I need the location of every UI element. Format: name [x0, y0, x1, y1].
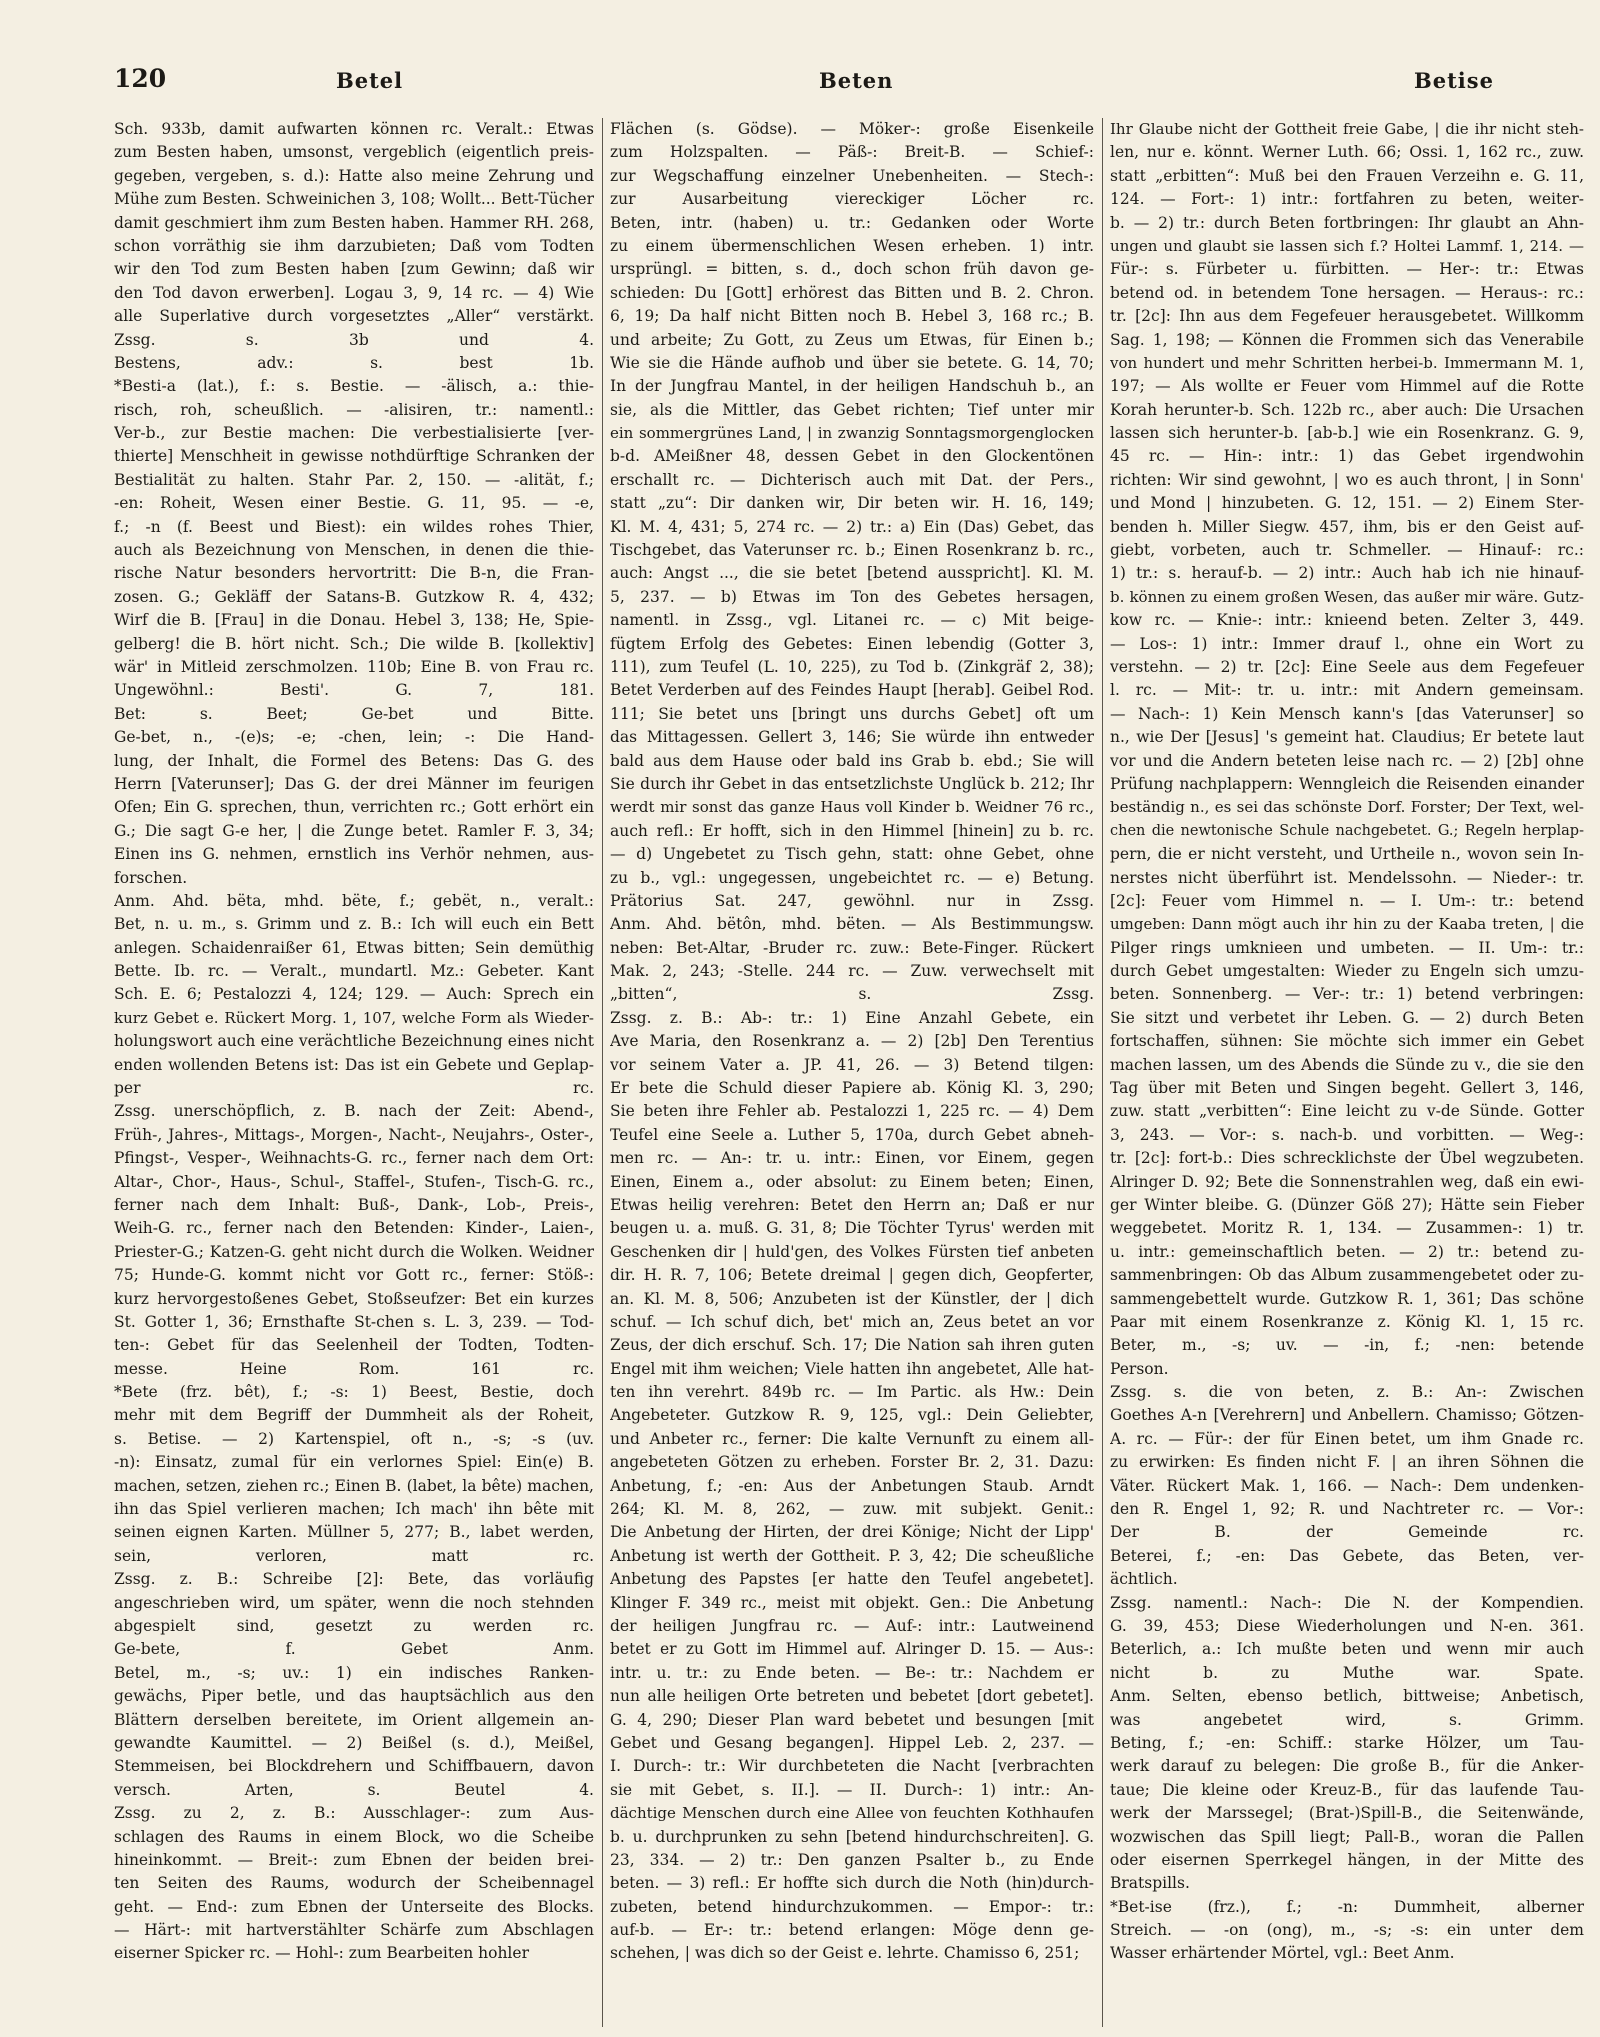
right-running-headword: Betise — [1414, 68, 1494, 93]
text-line: kow rc. — Knie-: intr.: knieend beten. Zelter 3, 449. — [1110, 611, 1584, 630]
text-line: auch refl.: Er hofft, sich in den Himmel [hinein] zu b. rc. — [610, 821, 1094, 840]
text-line: Sie sitzt und verbetet ihr Leben. G. — 2) durch Beten — [1110, 1008, 1584, 1027]
text-line: chen die newtonische Schule nachgebetet. G.; Regeln herplap- — [1110, 822, 1584, 839]
text-line: sammenbringen: Ob das Album zusammengebetet oder zu- — [1110, 1266, 1584, 1285]
text-line: namentl. in Zssg., vgl. Litanei rc. — c) Mit beige- — [610, 611, 1094, 630]
text-line: Zssg. z. B.: Schreibe [2]: Bete, das vorläufig — [114, 1570, 594, 1589]
text-line: 197; — Als wollte er Feuer vom Himmel auf die Rotte — [1110, 377, 1584, 396]
text-line: Sch. 933b, damit aufwarten können rc. Veralt.: Etwas — [114, 120, 594, 138]
text-line: nicht b. zu Muthe war. Spate. — [1110, 1663, 1584, 1682]
text-line: tr. [2c]: fort-b.: Dies schrecklichste der Übel wegzubeten. — [1110, 1149, 1584, 1168]
text-line: Teufel eine Seele a. Luther 5, 170a, durch Gebet abneh- — [610, 1125, 1094, 1144]
text-line: Zssg. namentl.: Nach-: Die N. der Kompendien. — [1110, 1593, 1584, 1612]
text-line: 124. — Fort-: 1) intr.: fortfahren zu beten, weiter- — [1110, 190, 1584, 209]
text-line: Beten, intr. (haben) u. tr.: Gedanken oder Worte — [610, 213, 1094, 232]
text-line: — Los-: 1) intr.: Immer drauf l., ohne ein Wort zu — [1110, 634, 1584, 653]
text-line: Paar mit einem Rosenkranze z. König Kl. 1, 15 rc. — [1110, 1312, 1584, 1331]
text-line: 5, 237. — b) Etwas im Ton des Gebetes hersagen, — [610, 587, 1094, 606]
text-line: Sag. 1, 198; — Können die Frommen sich das Venerabile — [1110, 330, 1584, 349]
text-line: u. intr.: gemeinschaftlich beten. — 2) tr.: betend zu- — [1110, 1242, 1584, 1261]
column-3 — [1110, 118, 1584, 2027]
text-line: per rc. — [114, 1079, 594, 1098]
text-line: G.; Die sagt G-e her, | die Zunge betet. Ramler F. 3, 34; — [114, 821, 594, 840]
text-line: — Nach-: 1) Kein Mensch kann's [das Vaterunser] so — [1110, 704, 1584, 723]
text-line: den Tod davon erwerben]. Logau 3, 9, 14 rc. — 4) Wie — [114, 283, 594, 302]
text-line: zu einem übermenschlichen Wesen erheben. 1) intr. — [610, 236, 1094, 255]
text-line: ursprüngl. = bitten, s. d., doch schon früh davon ge- — [610, 260, 1094, 279]
text-line: Sie durch ihr Gebet in das entsetzlichste Unglück b. 212; Ihr — [610, 774, 1094, 793]
text-line: kurz hervorgestoßenes Gebet, Stoßseufzer: Bet ein kurzes — [114, 1289, 594, 1308]
text-line: thierte] Menschheit in gewisse nothdürftige Schranken der — [114, 447, 594, 466]
text-line: wozwischen das Spill liegt; Pall-B., woran die Pallen — [1110, 1827, 1584, 1846]
text-line: nun alle heiligen Orte betreten und bebetet [dort gebetet]. — [610, 1687, 1094, 1706]
text-line: Beting, f.; -en: Schiff.: starke Hölzer, um Tau- — [1110, 1733, 1584, 1752]
text-line: Kl. M. 4, 431; 5, 274 rc. — 2) tr.: a) Ein (Das) Gebet, das — [610, 517, 1094, 536]
text-line: Stemmeisen, bei Blockdrehern und Schiffbauern, davon — [114, 1757, 594, 1776]
text-line: schlagen des Raums in einem Block, wo die Scheibe — [114, 1827, 594, 1846]
text-line: schieden: Du [Gott] erhörest das Bitten und B. 2. Chron. — [610, 283, 1094, 302]
text-line: len, nur e. könnt. Werner Luth. 66; Ossi. 1, 162 rc., zuw. — [1110, 143, 1584, 162]
text-line: Bratspills. — [1110, 1874, 1190, 1893]
text-line: zuw. statt „verbitten“: Eine leicht zu v-de Sünde. Gotter — [1110, 1102, 1584, 1121]
text-line: Etwas heilig verehren: Betet den Herrn an; Daß er nur — [610, 1195, 1094, 1214]
text-line: sein, verloren, matt rc. — [114, 1546, 594, 1565]
text-line: Betel, m., -s; uv.: 1) ein indisches Ranken- — [114, 1663, 594, 1682]
text-line: sie, als die Mittler, das Gebet richten; Tief unter mir — [610, 400, 1094, 419]
text-line: und arbeite; Zu Gott, zu Zeus um Etwas, für Einen b.; — [610, 330, 1094, 349]
text-line: Sch. E. 6; Pestalozzi 4, 124; 129. — Auch: Sprech ein — [114, 985, 594, 1004]
text-line: weggebetet. Moritz R. 1, 134. — Zusammen-: 1) tr. — [1110, 1219, 1584, 1238]
text-line: Ihr Glaube nicht der Gottheit freie Gabe, | die ihr nicht steh- — [1110, 120, 1584, 138]
text-line: Streich. — -on (ong), m., -s; -s: ein unter dem — [1110, 1921, 1584, 1940]
column-divider — [602, 118, 603, 2027]
text-line: benden h. Miller Siegw. 457, ihm, bis er den Geist auf- — [1110, 517, 1584, 536]
text-line: Weih-G. rc., ferner nach den Betenden: Kinder-, Laien-, — [114, 1219, 594, 1238]
text-line: 23, 334. — 2) tr.: Den ganzen Psalter b., zu Ende — [610, 1850, 1094, 1869]
text-line: Anm. Ahd. bëta, mhd. bëte, f.; gebët, n., veralt.: — [114, 891, 594, 910]
text-line: nerstes nicht überführt ist. Mendelssohn. — Nieder-: tr. — [1110, 868, 1584, 887]
text-line: Zssg. s. die von beten, z. B.: An-: Zwischen — [1110, 1383, 1584, 1402]
text-line: Ge-bet, n., -(e)s; -e; -chen, lein; -: Die Hand- — [114, 728, 594, 747]
text-line: lassen sich herunter-b. [ab-b.] wie ein Rosenkranz. G. 9, — [1110, 424, 1584, 443]
text-line: richten: Wir sind gewohnt, | wo es auch thront, | in Sonn' — [1110, 470, 1584, 489]
text-line: 264; Kl. M. 8, 262, — zuw. mit subjekt. Genit.: — [610, 1500, 1094, 1519]
text-line: sammengebettelt wurde. Gutzkow R. 1, 361; Das schöne — [1110, 1289, 1584, 1308]
text-line: fortschaffen, sühnen: Sie möchte sich immer ein Gebet — [1110, 1032, 1584, 1051]
text-line: machen, setzen, ziehen rc.; Einen B. (labet, la bête) machen, — [114, 1476, 594, 1495]
text-line: Prätorius Sat. 247, gewöhnl. nur in Zssg. — [610, 891, 1094, 910]
text-line: gewächs, Piper betle, und das hauptsächlich aus den — [114, 1687, 594, 1706]
text-line: statt „erbitten“: Muß bei den Frauen Verzeihn e. G. 11, — [1110, 166, 1584, 185]
text-line: taue; Die kleine oder Kreuz-B., für das laufende Tau- — [1110, 1780, 1584, 1799]
text-line: fügtem Erfolg des Gebetes: Einen lebendig (Gotter 3, — [610, 634, 1094, 653]
text-line: dir. H. R. 7, 106; Betete dreimal | gegen dich, Geopferter, — [610, 1266, 1094, 1285]
text-line: gewandte Kaumittel. — 2) Beißel (s. d.), Meißel, — [114, 1733, 594, 1752]
text-line: Pfingst-, Vesper-, Weihnachts-G. rc., ferner nach dem Ort: — [114, 1149, 594, 1168]
text-line: abgespielt sind, gesetzt zu werden rc. — [114, 1617, 594, 1635]
text-line: ten Seiten des Raums, wodurch der Scheibennagel — [114, 1874, 594, 1893]
text-line: Einen ins G. nehmen, ernstlich ins Verhör nehmen, aus- — [114, 845, 594, 864]
text-line: f.; -n (f. Beest und Biest): ein wildes rohes Thier, — [114, 517, 594, 536]
text-line: verstehn. — 2) tr. [2c]: Eine Seele aus dem Fegefeuer — [1110, 657, 1584, 676]
text-line: men rc. — An-: tr. u. intr.: Einen, vor Einem, gegen — [610, 1149, 1094, 1168]
text-line: Anbetung, f.; -en: Aus der Anbetungen Staub. Arndt — [610, 1476, 1094, 1495]
text-line: betet er zu Gott im Himmel auf. Alringer D. 15. — Aus-: — [610, 1640, 1094, 1659]
text-line: giebt, vorbeten, auch tr. Schmeller. — Hinauf-: rc.: — [1110, 541, 1584, 560]
text-line: Beter, m., -s; uv. — -in, f.; -nen: betende — [1110, 1336, 1584, 1355]
text-line: *Besti-a (lat.), f.: s. Bestie. — -älisch, a.: thie- — [114, 377, 594, 396]
text-line: *Bete (frz. bêt), f.; -s: 1) Beest, Bestie, doch — [114, 1383, 594, 1402]
text-line: was angebetet wird, s. Grimm. — [1110, 1710, 1584, 1729]
text-line: Tag über mit Beten und Singen begeht. Gellert 3, 146, — [1110, 1079, 1584, 1098]
text-line: Tischgebet, das Vaterunser rc. b.; Einen Rosenkranz b. rc., — [610, 541, 1094, 560]
center-running-headword: Beten — [819, 68, 894, 93]
text-line: an. Kl. M. 8, 506; Anzubeten ist der Künstler, der | dich — [610, 1289, 1094, 1308]
text-line: Wasser erhärtender Mörtel, vgl.: Beet Anm. — [1110, 1944, 1455, 1963]
text-line: machen lassen, um des Abends die Sünde zu v., die sie den — [1110, 1055, 1584, 1074]
text-line: vor seinem Vater a. JP. 41, 26. — 3) Betend tilgen: — [610, 1055, 1094, 1074]
text-line: alle Superlative durch vorgesetztes „Aller“ verstärkt. — [114, 307, 594, 326]
text-line: Die Anbetung der Hirten, der drei Könige; Nicht der Lipp' — [610, 1523, 1094, 1542]
text-line: 45 rc. — Hin-: intr.: 1) das Gebet irgendwohin — [1110, 447, 1584, 466]
text-line: Für-: s. Fürbeter u. fürbitten. — Her-: tr.: Etwas — [1110, 260, 1584, 279]
text-line: 111; Sie betet uns [bringt uns durchs Gebet] oft um — [610, 704, 1094, 723]
text-line: vor und die Andern beteten leise nach rc. — 2) [2b] ohne — [1110, 751, 1584, 770]
text-line: anlegen. Schaidenraißer 61, Etwas bitten; Sein demüthig — [114, 938, 594, 957]
text-line: Anm. Selten, ebenso betlich, bittweise; Anbetisch, — [1110, 1687, 1584, 1706]
text-line: mehr mit dem Begriff der Dummheit als der Roheit, — [114, 1406, 594, 1425]
text-line: Bet, n. u. m., s. Grimm und z. B.: Ich will euch ein Bett — [114, 915, 594, 934]
text-line: angeschrieben wird, um später, wenn die noch stehnden — [114, 1593, 594, 1612]
text-line: Blättern derselben bereitete, im Orient allgemein an- — [114, 1710, 594, 1729]
text-line: Geschenken dir | huld'gen, des Volkes Fürsten tief anbeten — [610, 1242, 1094, 1261]
text-line: Ofen; Ein G. sprechen, thun, verrichten rc.; Gott erhört ein — [114, 798, 594, 817]
text-line: tr. [2c]: Ihn aus dem Fegefeuer herausgebetet. Willkomm — [1110, 307, 1584, 326]
text-line: 3, 243. — Vor-: s. nach-b. und vorbitten. — Weg-: — [1110, 1125, 1584, 1144]
text-line: werk der Marssegel; (Brat-)Spill-B., die Seitenwände, — [1110, 1804, 1584, 1823]
text-line: 6, 19; Da half nicht Bitten noch B. Hebel 3, 168 rc.; B. — [610, 307, 1094, 326]
text-line: St. Gotter 1, 36; Ernsthafte St-chen s. L. 3, 239. — Tod- — [114, 1312, 594, 1331]
text-line: intr. u. tr.: zu Ende beten. — Be-: tr.: Nachdem er — [610, 1663, 1094, 1682]
text-line: Mühe zum Besten. Schweinichen 3, 108; Wollt... Bett-Tücher — [114, 190, 594, 209]
text-line: von hundert und mehr Schritten herbei-b. Immermann M. 1, — [1110, 353, 1584, 372]
text-line: zum Besten haben, umsonst, vergeblich (eigentlich preis- — [114, 143, 594, 162]
text-line: kurz Gebet e. Rückert Morg. 1, 107, welche Form als Wieder- — [114, 1008, 594, 1027]
page-number: 120 — [114, 64, 167, 93]
text-line: Herrn [Vaterunser]; Das G. der drei Männer im feurigen — [114, 774, 594, 793]
text-line: und Anbeter rc., ferner: Die kalte Vernunft zu einem all- — [610, 1429, 1094, 1448]
text-line: versch. Arten, s. Beutel 4. — [114, 1780, 594, 1799]
text-line: hineinkommt. — Breit-: zum Ebnen der beiden brei- — [114, 1850, 594, 1869]
text-line: beten. — 3) refl.: Er hoffte sich durch die Noth (hin)durch- — [610, 1874, 1094, 1893]
text-line: Väter. Rückert Mak. 1, 166. — Nach-: Dem undenken- — [1110, 1476, 1584, 1495]
text-line: geht. — End-: zum Ebnen der Unterseite des Blocks. — [114, 1897, 594, 1916]
text-line: Bestialität zu halten. Stahr Par. 2, 150. — -alität, f.; — [114, 470, 594, 489]
text-line: gelberg! die B. hört nicht. Sch.; Die wilde B. [kollektiv] — [114, 634, 594, 653]
text-line: b. u. durchprunken zu sehn [betend hindurchschreiten]. G. — [610, 1827, 1094, 1846]
text-line: Klinger F. 349 rc., meist mit objekt. Gen.: Die Anbetung — [610, 1593, 1094, 1612]
text-line: auch: Angst ..., die sie betet [betend ausspricht]. Kl. M. — [610, 564, 1094, 583]
text-line: Bette. Ib. rc. — Veralt., mundartl. Mz.: Gebeter. Kant — [114, 962, 594, 981]
text-line: Priester-G.; Katzen-G. geht nicht durch die Wolken. Weidner — [114, 1242, 594, 1261]
text-line: Zssg. unerschöpflich, z. B. nach der Zeit: Abend-, — [114, 1102, 594, 1121]
text-line: Altar-, Chor-, Haus-, Schul-, Staffel-, Stufen-, Tisch-G. rc., — [114, 1172, 594, 1191]
text-line: Beterlich, a.: Ich mußte beten und wenn mir auch — [1110, 1640, 1584, 1659]
text-line: Alringer D. 92; Bete die Sonnenstrahlen weg, daß ein ewi- — [1110, 1172, 1584, 1191]
text-line: gegeben, vergeben, s. d.): Hatte also meine Zehrung und — [114, 166, 594, 185]
text-line: Mak. 2, 243; -Stelle. 244 rc. — Zuw. verwechselt mit — [610, 962, 1094, 981]
text-line: Pilger rings umknieen und umbeten. — II. Um-: tr.: — [1110, 938, 1584, 957]
text-line: Zssg. s. 3b und 4. — [114, 330, 594, 349]
text-line: -n): Einsatz, zumal für ein verlornes Spiel: Ein(e) B. — [114, 1453, 594, 1472]
text-line: seinen eignen Karten. Müllner 5, 277; B., labet werden, — [114, 1523, 594, 1542]
text-line: ungen und glaubt sie lassen sich f.? Holtei Lammf. 1, 214. — — [1110, 236, 1584, 255]
text-line: Ge-bete, f. Gebet Anm. — [114, 1640, 594, 1659]
text-line: Früh-, Jahres-, Mittags-, Morgen-, Nacht-, Neujahrs-, Oster-, — [114, 1125, 594, 1144]
text-line: durch Gebet umgestalten: Wieder zu Engeln sich umzu- — [1110, 962, 1584, 981]
text-line: Flächen (s. Gödse). — Möker-: große Eisenkeile — [610, 120, 1094, 138]
text-line: Ver-b., zur Bestie machen: Die verbestialisierte [ver- — [114, 424, 594, 443]
text-line: I. Durch-: tr.: Wir durchbeteten die Nacht [verbrachten — [610, 1757, 1094, 1776]
text-line: neben: Bet-Altar, -Bruder rc. zuw.: Bete-Finger. Rückert — [610, 938, 1094, 957]
text-line: und Mond | hinzubeten. G. 12, 151. — 2) Einem Ster- — [1110, 494, 1584, 513]
text-line: zur Ausarbeitung viereckiger Löcher rc. — [610, 190, 1094, 209]
text-line: messe. Heine Rom. 161 rc. — [114, 1359, 594, 1378]
left-running-headword: Betel — [336, 68, 404, 93]
text-line: l. rc. — Mit-: tr. u. intr.: mit Andern gemeinsam. — [1110, 681, 1584, 700]
text-line: ihn das Spiel verlieren machen; Ich mach' ihn bête mit — [114, 1500, 594, 1519]
text-line: dächtige Menschen durch eine Allee von feuchten Kothhaufen — [610, 1804, 1094, 1823]
text-line: Prüfung nachplappern: Wenngleich die Reisenden einander — [1110, 774, 1584, 793]
text-line: Goethes A-n [Verehrern] und Anbellern. Chamisso; Götzen- — [1110, 1406, 1584, 1425]
text-line: enden wollenden Betens ist: Das ist ein Gebete und Geplap- — [114, 1055, 594, 1074]
text-line: G. 39, 453; Diese Wiederholungen und N-en. 361. — [1110, 1617, 1584, 1635]
text-line: b. können zu einem großen Wesen, das außer mir wäre. Gutz- — [1110, 587, 1584, 606]
text-line: risch, roh, scheußlich. — -alisiren, tr.: namentl.: — [114, 400, 594, 419]
text-line: zum Holzspalten. — Päß-: Breit-B. — Schief-: — [610, 143, 1094, 162]
text-line: werdt mir sonst das ganze Haus voll Kinder b. Weidner 76 rc., — [610, 798, 1094, 817]
text-line: statt „zu“: Dir danken wir, Dir beten wir. H. 16, 149; — [610, 494, 1094, 513]
text-line: ächtlich. — [1110, 1570, 1178, 1589]
text-line: beugen u. a. muß. G. 31, 8; Die Töchter Tyrus' werden mit — [610, 1219, 1094, 1238]
text-line: rische Natur besonders hervortritt: Die B-n, die Fran- — [114, 564, 594, 583]
text-line: umgeben: Dann mögt auch ihr hin zu der Kaaba treten, | die — [1110, 915, 1584, 934]
page-header — [114, 64, 1582, 108]
text-line: Anbetung ist werth der Gottheit. P. 3, 42; Die scheußliche — [610, 1546, 1094, 1565]
text-line: Beterei, f.; -en: Das Gebete, das Beten, ver- — [1110, 1546, 1584, 1565]
text-line: Anm. Ahd. bëtôn, mhd. bëten. — Als Bestimmungsw. — [610, 915, 1094, 934]
text-line: Bet: s. Beet; Ge-bet und Bitte. — [114, 704, 594, 723]
text-line: n., wie Der [Jesus] 's gemeint hat. Claudius; Er betete laut — [1110, 728, 1584, 747]
text-line: zu b., vgl.: ungegessen, ungebeichtet rc. — e) Betung. — [610, 868, 1094, 887]
column-1 — [114, 118, 594, 2027]
text-line: zosen. G.; Gekläff der Satans-B. Gutzkow R. 4, 432; — [114, 587, 594, 606]
text-line: Angebeteter. Gutzkow R. 9, 125, vgl.: Dein Geliebter, — [610, 1406, 1094, 1425]
text-line: bald aus dem Hause oder bald ins Grab b. ebd.; Sie will — [610, 751, 1094, 770]
text-line: forschen. — [114, 868, 188, 887]
text-line: Ungewöhnl.: Besti'. G. 7, 181. — [114, 681, 594, 700]
text-line: den R. Engel 1, 92; R. und Nachtreter rc. — Vor-: — [1110, 1500, 1584, 1519]
text-line: ferner nach dem Inhalt: Buß-, Dank-, Lob-, Preis-, — [114, 1195, 594, 1214]
text-line: zu erwirken: Es finden nicht F. | an ihren Söhnen die — [1110, 1453, 1584, 1472]
column-divider — [1102, 118, 1103, 2027]
text-line: Betet Verderben auf des Feindes Haupt [herab]. Geibel Rod. — [610, 681, 1094, 700]
text-line: oder eisernen Sperrkegel hängen, in der Mitte des — [1110, 1850, 1584, 1869]
text-line: G. 4, 290; Dieser Plan ward bebetet und besungen [mit — [610, 1710, 1094, 1729]
text-line: Person. — [1110, 1359, 1169, 1378]
text-line: 75; Hunde-G. kommt nicht vor Gott rc., ferner: Stöß-: — [114, 1266, 594, 1285]
text-line: zubeten, betend hindurchzukommen. — Empor-: tr.: — [610, 1897, 1094, 1916]
text-line: das Mittagessen. Gellert 3, 146; Sie würde ihn entweder — [610, 728, 1094, 747]
text-line: A. rc. — Für-: der für Einen betet, um ihm Gnade rc. — [1110, 1429, 1584, 1448]
text-line: Zeus, der dich erschuf. Sch. 17; Die Nation sah ihren guten — [610, 1336, 1094, 1355]
text-line: Ave Maria, den Rosenkranz a. — 2) [2b] Den Terentius — [610, 1032, 1094, 1051]
text-line: Wirf die B. [Frau] in die Donau. Hebel 3, 138; He, Spie- — [114, 611, 594, 630]
column-2 — [610, 118, 1094, 2027]
text-line: Sie beten ihre Fehler ab. Pestalozzi 1, 225 rc. — 4) Dem — [610, 1102, 1094, 1121]
text-line: Engel mit ihm weichen; Viele hatten ihn angebetet, Alle hat- — [610, 1359, 1094, 1378]
text-line: ten ihn verehrt. 849b rc. — Im Partic. als Hw.: Dein — [610, 1383, 1094, 1402]
text-line: — Härt-: mit hartverstählter Schärfe zum Abschlagen — [114, 1921, 594, 1940]
text-line: betend od. in betendem Tone hersagen. — Heraus-: rc.: — [1110, 283, 1584, 302]
text-line: — d) Ungebetet zu Tisch gehn, statt: ohne Gebet, ohne — [610, 845, 1094, 864]
text-line: eiserner Spicker rc. — Hohl-: zum Bearbeiten hohler — [114, 1944, 529, 1963]
text-line: *Bet-ise (frz.), f.; -n: Dummheit, alberner — [1110, 1897, 1584, 1916]
text-line: schuf. — Ich schuf dich, bet' mich an, Zeus betet an vor — [610, 1312, 1094, 1331]
text-line: der heiligen Jungfrau rc. — Auf-: intr.: Lautweinend — [610, 1617, 1094, 1635]
text-line: Zssg. zu 2, z. B.: Ausschlager-: zum Aus- — [114, 1804, 594, 1823]
text-line: zur Wegschaffung einzelner Unebenheiten. — Stech-: — [610, 166, 1094, 185]
text-line: s. Betise. — 2) Kartenspiel, oft n., -s; -s (uv. — [114, 1429, 594, 1448]
text-line: beständig n., es sei das schönste Dorf. Forster; Der Text, wel- — [1110, 798, 1584, 817]
text-line: Gebet und Gesang begangen]. Hippel Leb. 2, 237. — — [610, 1733, 1094, 1752]
text-line: sie mit Gebet, s. II.]. — II. Durch-: 1) intr.: An- — [610, 1780, 1094, 1799]
text-line: ein sommergrünes Land, | in zwanzig Sonntagsmorgenglocken — [610, 424, 1094, 443]
text-line: Anbetung des Papstes [er hatte den Teufel angebetet]. — [610, 1570, 1094, 1589]
text-line: Wie sie die Hände aufhob und über sie betete. G. 14, 70; — [610, 353, 1094, 372]
text-line: In der Jungfrau Mantel, in der heiligen Handschuh b., an — [610, 377, 1094, 396]
text-line: erschallt rc. — Dichterisch auch mit Dat. der Pers., — [610, 470, 1094, 489]
text-line: wär' in Mitleid zerschmolzen. 110b; Eine B. von Frau rc. — [114, 657, 594, 676]
text-line: schehen, | was dich so der Geist e. lehrte. Chamisso 6, 251; — [610, 1944, 1080, 1963]
text-line: Der B. der Gemeinde rc. — [1110, 1523, 1584, 1542]
text-line: pern, die er nicht versteht, und Urtheile n., wovon sein In- — [1110, 845, 1584, 864]
text-line: b-d. AMeißner 48, dessen Gebet in den Glockentönen — [610, 447, 1094, 466]
text-line: Er bete die Schuld dieser Papiere ab. König Kl. 3, 290; — [610, 1079, 1094, 1098]
text-line: ger Winter bleibe. G. (Dünzer Göß 27); Hätte sein Fieber — [1110, 1195, 1584, 1214]
text-line: beten. Sonnenberg. — Ver-: tr.: 1) betend verbringen: — [1110, 985, 1584, 1004]
text-line: auf-b. — Er-: tr.: betend erlangen: Möge denn ge- — [610, 1921, 1094, 1940]
text-line: ten-: Gebet für das Seelenheil der Todten, Todten- — [114, 1336, 594, 1355]
text-line: auch als Bezeichnung von Menschen, in denen die thie- — [114, 541, 594, 560]
text-line: wir den Tod zum Besten haben [zum Gewinn; daß wir — [114, 260, 594, 279]
text-line: damit geschmiert ihm zum Besten haben. Hammer RH. 268, — [114, 213, 594, 232]
text-line: schon vorräthig sie ihm darzubieten; Daß vom Todten — [114, 236, 594, 255]
text-line: -en: Roheit, Wesen einer Bestie. G. 11, 95. — -e, — [114, 494, 594, 513]
text-line: Einen, Einem a., oder absolut: zu Einem beten; Einen, — [610, 1172, 1094, 1191]
text-line: 1) tr.: s. herauf-b. — 2) intr.: Auch hab ich nie hinauf- — [1110, 564, 1584, 583]
text-columns — [114, 118, 1584, 2027]
text-line: lung, der Inhalt, die Formel des Betens: Das G. des — [114, 751, 594, 770]
text-line: Korah herunter-b. Sch. 122b rc., aber auch: Die Ursachen — [1110, 400, 1584, 419]
text-line: [2c]: Feuer vom Himmel n. — I. Um-: tr.: betend — [1110, 891, 1584, 910]
text-line: 111), zum Teufel (L. 10, 225), zu Tod b. (Zinkgräf 2, 38); — [610, 657, 1094, 676]
text-line: b. — 2) tr.: durch Beten fortbringen: Ihr glaubt an Ahn- — [1110, 213, 1584, 232]
text-line: holungswort auch eine verächtliche Bezeichnung eines nicht — [114, 1032, 594, 1051]
text-line: werk darauf zu belegen: Die große B., für die Anker- — [1110, 1757, 1584, 1776]
text-line: Zssg. z. B.: Ab-: tr.: 1) Eine Anzahl Gebete, ein — [610, 1008, 1094, 1027]
text-line: „bitten“, s. Zssg. — [610, 985, 1094, 1004]
text-line: Bestens, adv.: s. best 1b. — [114, 353, 594, 372]
text-line: angebeteten Götzen zu erheben. Forster Br. 2, 31. Dazu: — [610, 1453, 1094, 1472]
